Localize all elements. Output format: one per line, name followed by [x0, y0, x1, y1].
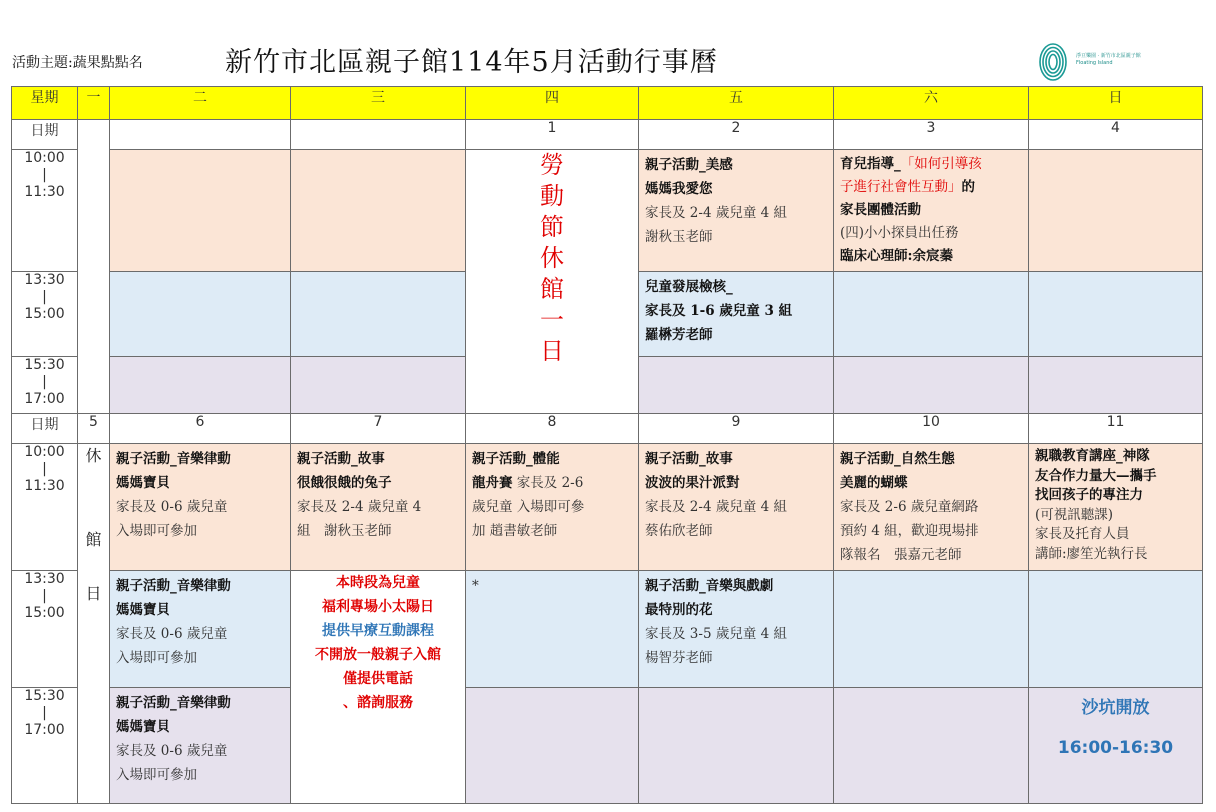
week1-sun-afternoon: [1029, 272, 1203, 357]
week2-sat-afternoon: [834, 571, 1029, 688]
header-thu: 四: [466, 87, 639, 120]
logo-text: 淨豆樂園 · 新竹市北區親子館 Floating Island: [1076, 53, 1141, 66]
week2-sun-afternoon: [1029, 571, 1203, 688]
page-header: [0, 0, 1216, 86]
week1-date-row: [12, 120, 1203, 150]
week1-morning-row: [12, 150, 1203, 272]
time-label-afternoon: 13:30 | 15:00: [12, 272, 78, 357]
header-tue: 二: [110, 87, 291, 120]
week2-fri-late: [639, 688, 834, 804]
week1-fri-morning: 親子活動_美感 媽媽我愛您 家長及 2-4 歲兒童 4 組 謝秋玉老師: [639, 150, 834, 272]
holiday-text: 勞動節休館一日: [540, 151, 564, 365]
week2-thu-late: [466, 688, 639, 804]
wed-special-notice: 本時段為兒童 福利專場小太陽日 提供早療互動課程 不開放一般親子入館 僅提供電話 、諮詢服務: [291, 571, 466, 804]
week2-fri-afternoon: 親子活動_音樂與戲劇 最特別的花 家長及 3-5 歲兒童 4 組 楊智芬老師: [639, 571, 834, 688]
logo: [1038, 42, 1188, 82]
date-fri: 9: [639, 414, 834, 444]
date-sat: 3: [834, 120, 1029, 150]
holiday-notice: [466, 150, 639, 414]
week2-date-row: [12, 414, 1203, 444]
time-label-morning: 10:00 | 11:30: [12, 150, 78, 272]
header-sun: 日: [1029, 87, 1203, 120]
sandpit-open: 沙坑開放 16:00-16:30: [1029, 688, 1203, 804]
week1-sat-morning: 育兒指導_「如何引導孩 子進行社會性互動」的 家長團體活動 (四)小小探員出任務 臨床心理師:余宸蓁: [834, 150, 1029, 272]
week1-fri-afternoon: 兒童發展檢核_ 家長及 1-6 歲兒童 3 組 羅楙芳老師: [639, 272, 834, 357]
date-tue: [110, 120, 291, 150]
week2-tue-afternoon: 親子活動_音樂律動 媽媽寶貝 家長及 0-6 歲兒童 入場即可參加: [110, 571, 291, 688]
week2-sat-morning: 親子活動_自然生態 美麗的蝴蝶 家長及 2-6 歲兒童網路 預約 4 組，歡迎現場排 隊報名 張嘉元老師: [834, 444, 1029, 571]
time-label-afternoon: 13:30 | 15:00: [12, 571, 78, 688]
week1-mon-cell: [78, 120, 110, 414]
page-title: 新竹市北區親子館114年5月活動行事曆: [225, 47, 718, 78]
week2-afternoon-row: [12, 571, 1203, 688]
week1-sun-morning: [1029, 150, 1203, 272]
week1-tue-afternoon: [110, 272, 291, 357]
time-label-late: 15:30 | 17:00: [12, 357, 78, 414]
week2-thu-morning: 親子活動_體能 龍舟賽 家長及 2-6 歲兒童 入場即可參 加 趙書敏老師: [466, 444, 639, 571]
calendar-table: [11, 86, 1203, 804]
week1-wed-late: [291, 357, 466, 414]
oval-spiral-logo-icon: [1038, 42, 1068, 82]
week1-fri-late: [639, 357, 834, 414]
date-label: 日期: [12, 120, 78, 150]
monday-closed: 休 館 日: [78, 444, 110, 804]
time-label-morning: 10:00 | 11:30: [12, 444, 78, 571]
date-sun: 4: [1029, 120, 1203, 150]
header-sat: 六: [834, 87, 1029, 120]
header-wed: 三: [291, 87, 466, 120]
week2-morning-row: [12, 444, 1203, 571]
week2-fri-morning: 親子活動_故事 波波的果汁派對 家長及 2-4 歲兒童 4 組 蔡佑欣老師: [639, 444, 834, 571]
date-sat: 10: [834, 414, 1029, 444]
week1-tue-late: [110, 357, 291, 414]
week2-tue-late: 親子活動_音樂律動 媽媽寶貝 家長及 0-6 歲兒童 入場即可參加: [110, 688, 291, 804]
date-mon: 5: [78, 414, 110, 444]
week1-sat-late: [834, 357, 1029, 414]
week2-sun-morning: 親職教育講座_神隊 友合作力量大—攜手 找回孩子的專注力 (可視訊聽課) 家長及托育人員 講師:廖笙光執行長: [1029, 444, 1203, 571]
date-wed: 7: [291, 414, 466, 444]
week2-wed-morning: 親子活動_故事 很餓很餓的兔子 家長及 2-4 歲兒童 4 組 謝秋玉老師: [291, 444, 466, 571]
week2-thu-afternoon: *: [466, 571, 639, 688]
date-thu: 1: [466, 120, 639, 150]
header-week: 星期: [12, 87, 78, 120]
week1-sat-afternoon: [834, 272, 1029, 357]
weekday-header-row: [12, 87, 1203, 120]
date-label: 日期: [12, 414, 78, 444]
date-thu: 8: [466, 414, 639, 444]
header-mon: 一: [78, 87, 110, 120]
time-label-late: 15:30 | 17:00: [12, 688, 78, 804]
date-sun: 11: [1029, 414, 1203, 444]
week2-sat-late: [834, 688, 1029, 804]
week1-sun-late: [1029, 357, 1203, 414]
activity-theme: 活動主題:蔬果點點名: [12, 55, 143, 71]
week2-late-row: [12, 688, 1203, 804]
week1-wed-afternoon: [291, 272, 466, 357]
week2-tue-morning: 親子活動_音樂律動 媽媽寶貝 家長及 0-6 歲兒童 入場即可參加: [110, 444, 291, 571]
date-fri: 2: [639, 120, 834, 150]
date-wed: [291, 120, 466, 150]
week1-wed-morning: [291, 150, 466, 272]
date-tue: 6: [110, 414, 291, 444]
header-fri: 五: [639, 87, 834, 120]
week1-tue-morning: [110, 150, 291, 272]
